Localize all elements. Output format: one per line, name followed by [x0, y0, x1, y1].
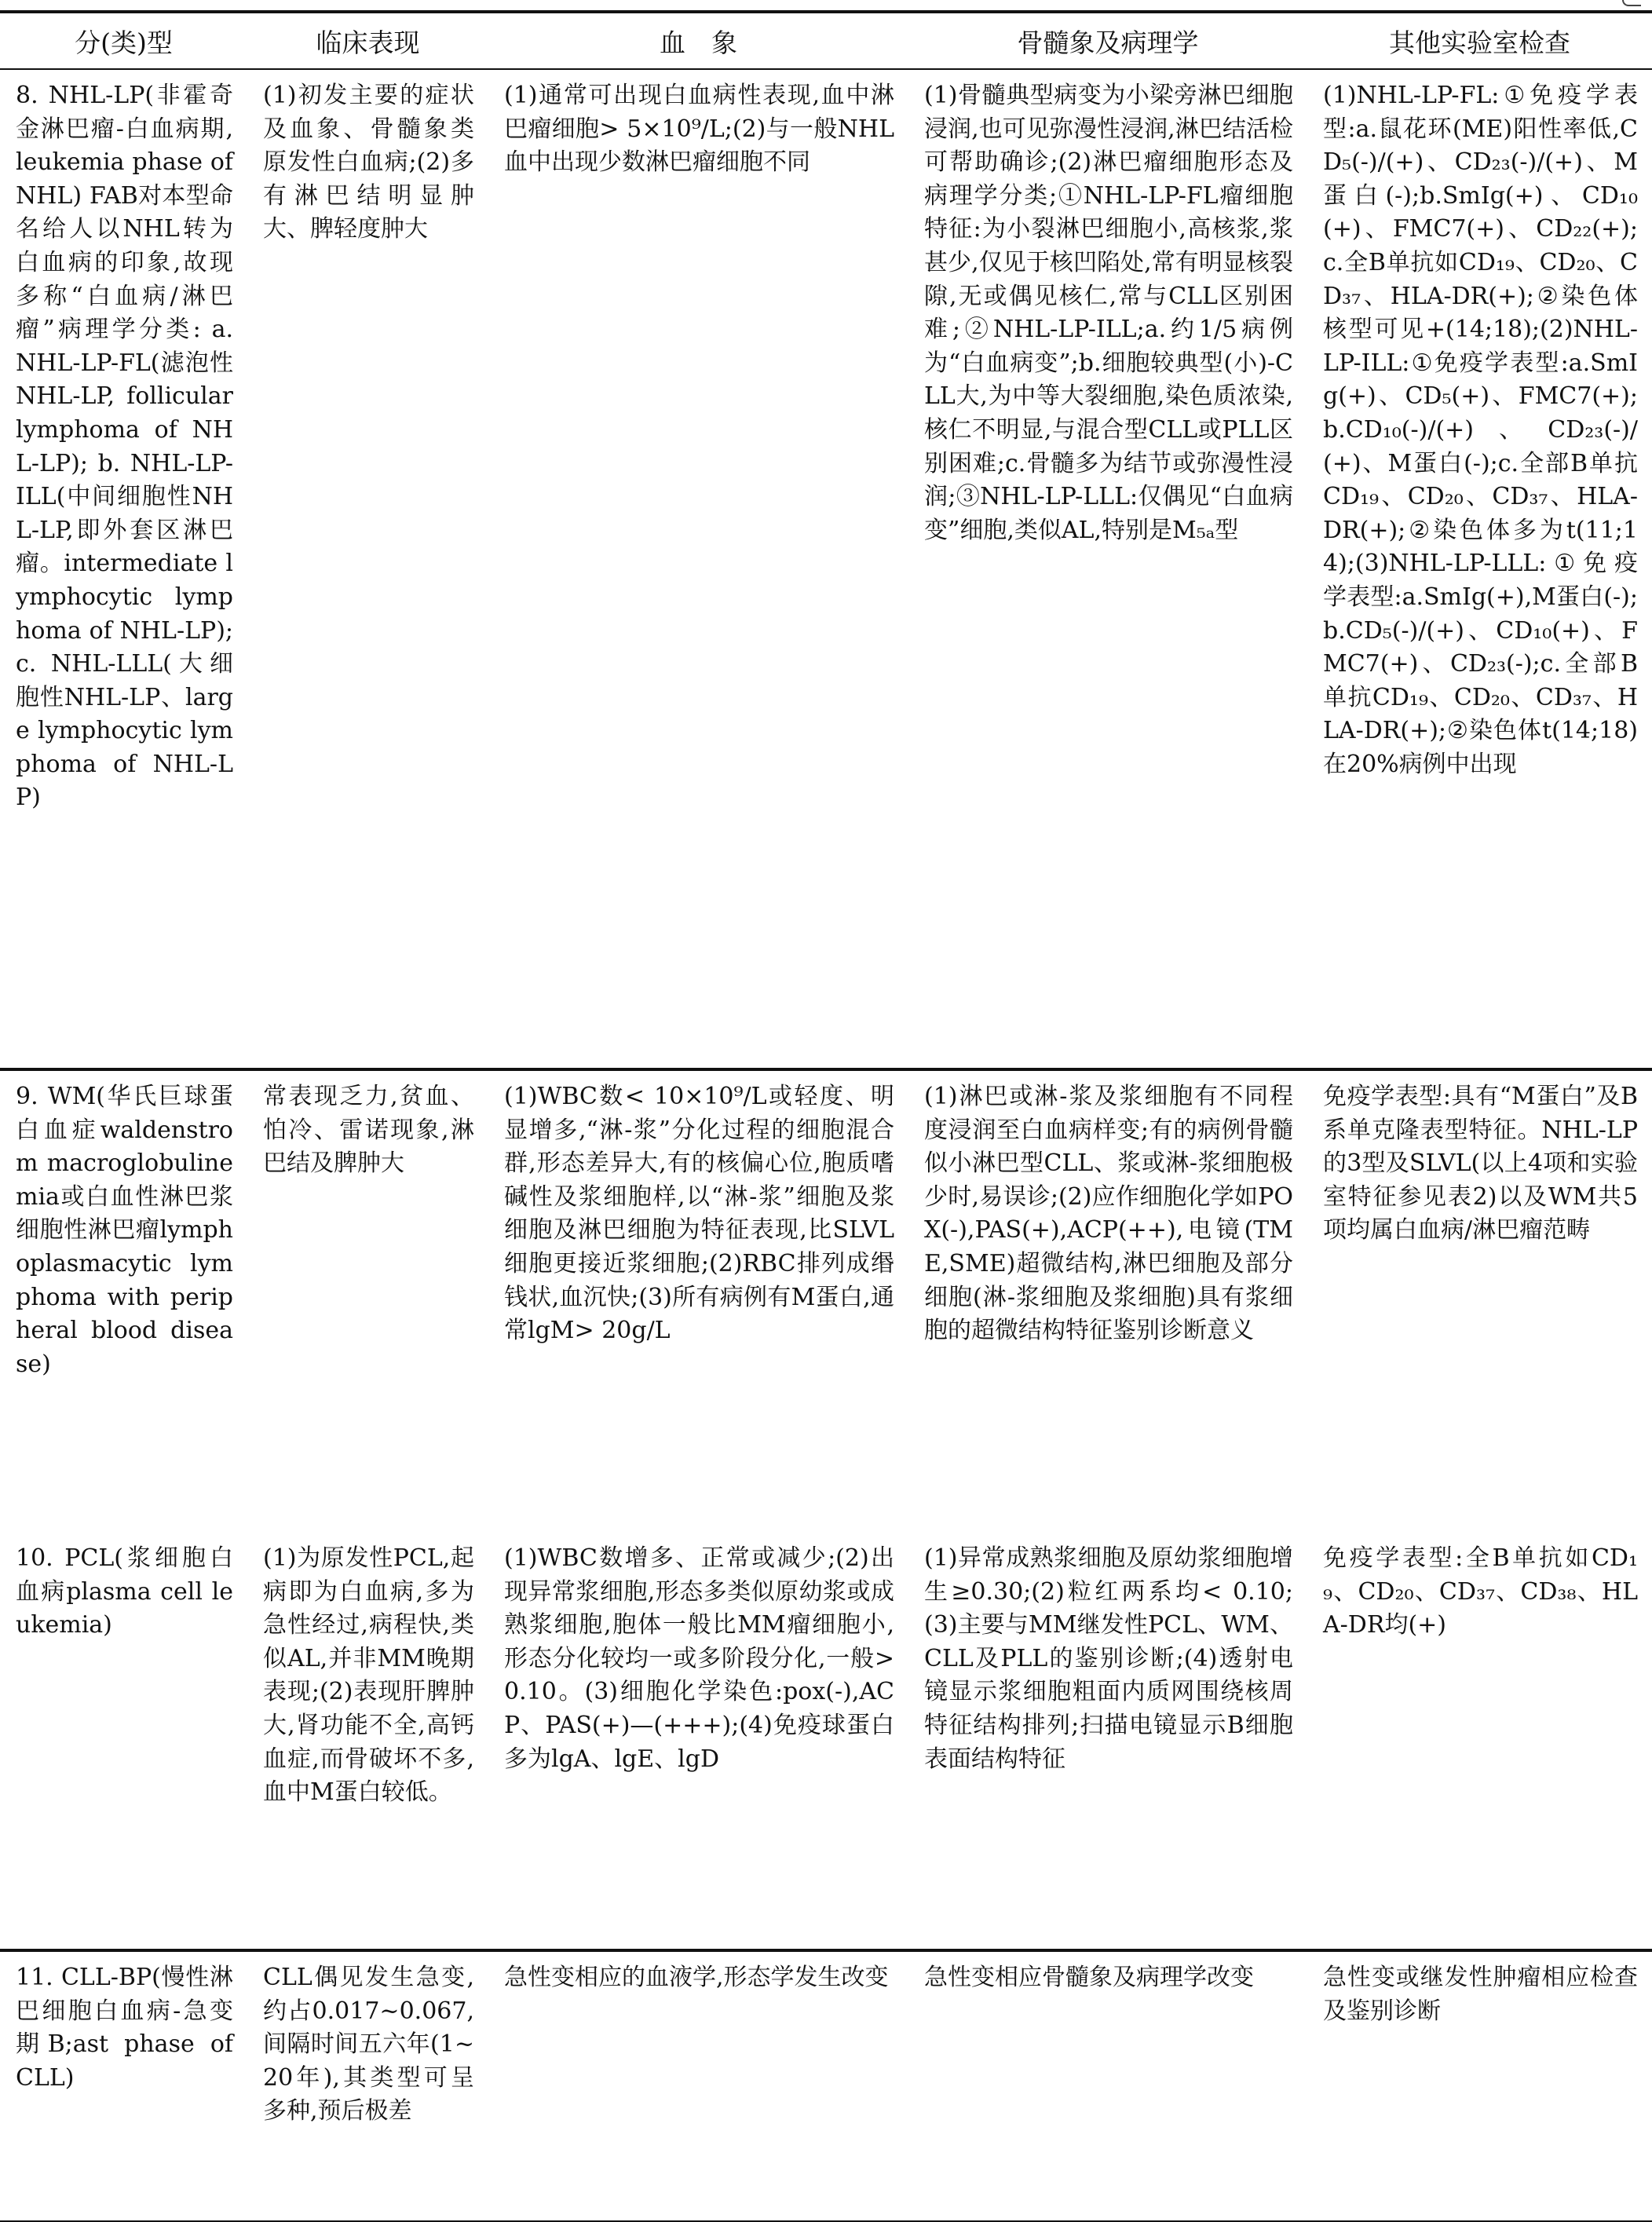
cell-clinical: CLL偶见发生急变,约占0.017~0.067,间隔时间五六年(1~20年),其类型可呈多种,预后极差: [247, 1950, 488, 2221]
header-type: 分(类)型: [0, 12, 247, 69]
table-row: [0, 69, 1652, 1069]
header-clinical: 临床表现: [247, 12, 488, 69]
header-marrow: 骨髓象及病理学: [908, 12, 1307, 69]
header-other: 其他实验室检查: [1307, 12, 1652, 69]
cell-blood: (1)WBC数增多、正常或减少;(2)出现异常浆细胞,形态多类似原幼浆或成熟浆细胞,胞体一般比MM瘤细胞小,形态分化较均一或多阶段分化,一般> 0.10。(3)细胞化学染色:pox(-),ACP、PAS(+)—(+++);(4)免疫球蛋白多为lgA、lgE、lgD: [488, 1533, 908, 1950]
cell-type: 11. CLL-BP(慢性淋巴细胞白血病-急变期B;ast phase of CLL): [0, 1950, 247, 2221]
page-corner-mark: [1622, 0, 1641, 6]
classification-table: [0, 10, 1652, 2222]
cell-blood: 急性变相应的血液学,形态学发生改变: [488, 1950, 908, 2221]
cell-marrow: 急性变相应骨髓象及病理学改变: [908, 1950, 1307, 2221]
cell-clinical: 常表现乏力,贫血、怕冷、雷诺现象,淋巴结及脾肿大: [263, 1083, 474, 1178]
cell-blood: (1)WBC数< 10×10⁹/L或轻度、明显增多,“淋-浆”分化过程的细胞混合群,形态差异大,有的核偏心位,胞质嗜碱性及浆细胞样,以“淋-浆”细胞及浆细胞及淋巴细胞为特征表现,比SLVL细胞更接近浆细胞;(2)RBC排列成缗钱状,血沉快;(3)所有病例有M蛋白,通常lgM> 20g/L: [504, 1083, 894, 1345]
cell-clinical: (1)初发主要的症状及血象、骨髓象类原发性白血病;(2)多有淋巴结明显肿大、脾轻度肿大: [247, 69, 488, 1069]
header-blood: 血 象: [488, 12, 908, 69]
cell-other: 急性变或继发性肿瘤相应检查及鉴别诊断: [1307, 1950, 1652, 2221]
cell-clinical: (1)为原发性PCL,起病即为白血病,多为急性经过,病程快,类似AL,并非MM晚期表现;(2)表现肝脾肿大,肾功能不全,高钙血症,而骨破坏不多,血中M蛋白较低。: [247, 1533, 488, 1950]
table-row: [0, 1069, 1652, 1533]
cell-type: 10. PCL(浆细胞白血病plasma cell leukemia): [0, 1533, 247, 1950]
cell-marrow: (1)骨髓典型病变为小梁旁淋巴细胞浸润,也可见弥漫性浸润,淋巴结活检可帮助确诊;(2)淋巴瘤细胞形态及病理学分类;①NHL-LP-FL瘤细胞特征:为小裂淋巴细胞小,高核浆,浆甚少,仅见于核凹陷处,常有明显核裂隙,无或偶见核仁,常与CLL区别困难;②NHL-LP-ILL;a.约1/5病例为“白血病变”;b.细胞较典型(小)-CLL大,为中等大裂细胞,染色质浓染,核仁不明显,与混合型CLL或PLL区别困难;c.骨髓多为结节或弥漫性浸润;③NHL-LP-LLL:仅偶见“白血病变”细胞,类似AL,特别是M₅ₐ型: [908, 69, 1307, 1069]
table-row: [0, 1950, 1652, 2221]
cell-other: 免疫学表型:全B单抗如CD₁₉、CD₂₀、CD₃₇、CD₃₈、HLA-DR均(+): [1307, 1533, 1652, 1950]
cell-type: 9. WM(华氏巨球蛋白血症waldenstrom macroglobulinemia或白血性淋巴浆细胞性淋巴瘤lymphoplasmacytic lymphoma with peripheral blood disease): [16, 1083, 233, 1378]
cell-blood: (1)通常可出现白血病性表现,血中淋巴瘤细胞> 5×10⁹/L;(2)与一般NHL血中出现少数淋巴瘤细胞不同: [488, 69, 908, 1069]
cell-other: (1)NHL-LP-FL:①免疫学表型:a.鼠花环(ME)阳性率低,CD₅(-)/(+)、CD₂₃(-)/(+)、M蛋白(-);b.SmIg(+)、CD₁₀(+)、FMC7(+)、CD₂₂(+);c.全B单抗如CD₁₉、CD₂₀、CD₃₇、HLA-DR(+);②染色体核型可见+(14;18);(2)NHL-LP-ILL:①免疫学表型:a.SmIg(+)、CD₅(+)、FMC7(+);b.CD₁₀(-)/(+)、CD₂₃(-)/(+)、M蛋白(-);c.全部B单抗CD₁₉、CD₂₀、CD₃₇、HLA-DR(+);②染色体多为t(11;14);(3)NHL-LP-LLL:①免疫学表型:a.SmIg(+),M蛋白(-);b.CD₅(-)/(+)、CD₁₀(+)、FMC7(+)、CD₂₃(-);c.全部B单抗CD₁₉、CD₂₀、CD₃₇、HLA-DR(+);②染色体t(14;18)在20%病例中出现: [1307, 69, 1652, 1069]
cell-other: 免疫学表型:具有“M蛋白”及B系单克隆表型特征。NHL-LP的3型及SLVL(以上4项和实验室特征参见表2)以及WM共5项均属白血病/淋巴瘤范畴: [1323, 1083, 1638, 1244]
cell-marrow: (1)淋巴或淋-浆及浆细胞有不同程度浸润至白血病样变;有的病例骨髓似小淋巴型CLL、浆或淋-浆细胞极少时,易误诊;(2)应作细胞化学如POX(-),PAS(+),ACP(++),电镜(TME,SME)超微结构,淋巴细胞及部分细胞(淋-浆细胞及浆细胞)具有浆细胞的超微结构特征鉴别诊断意义: [924, 1083, 1293, 1345]
table-row: [0, 1533, 1652, 1950]
table-header: [0, 12, 1652, 69]
cell-type: 8. NHL-LP(非霍奇金淋巴瘤-白血病期, leukemia phase of NHL) FAB对本型命名给人以NHL转为白血病的印象,故现多称“白血病/淋巴瘤”病理学分类: a. NHL-LP-FL(滤泡性NHL-LP, follicular lymphoma of NHL-LP); b. NHL-LP-ILL(中间细胞性NHL-LP,即外套区淋巴瘤。intermediate lymphocytic lymphoma of NHL-LP); c. NHL-LLL(大细胞性NHL-LP、large lymphocytic lymphoma of NHL-LP): [0, 69, 247, 1069]
cell-marrow: (1)异常成熟浆细胞及原幼浆细胞增生≥0.30;(2)粒红两系均< 0.10;(3)主要与MM继发性PCL、WM、CLL及PLL的鉴别诊断;(4)透射电镜显示浆细胞粗面内质网围绕核周特征结构排列;扫描电镜显示B细胞表面结构特征: [908, 1533, 1307, 1950]
